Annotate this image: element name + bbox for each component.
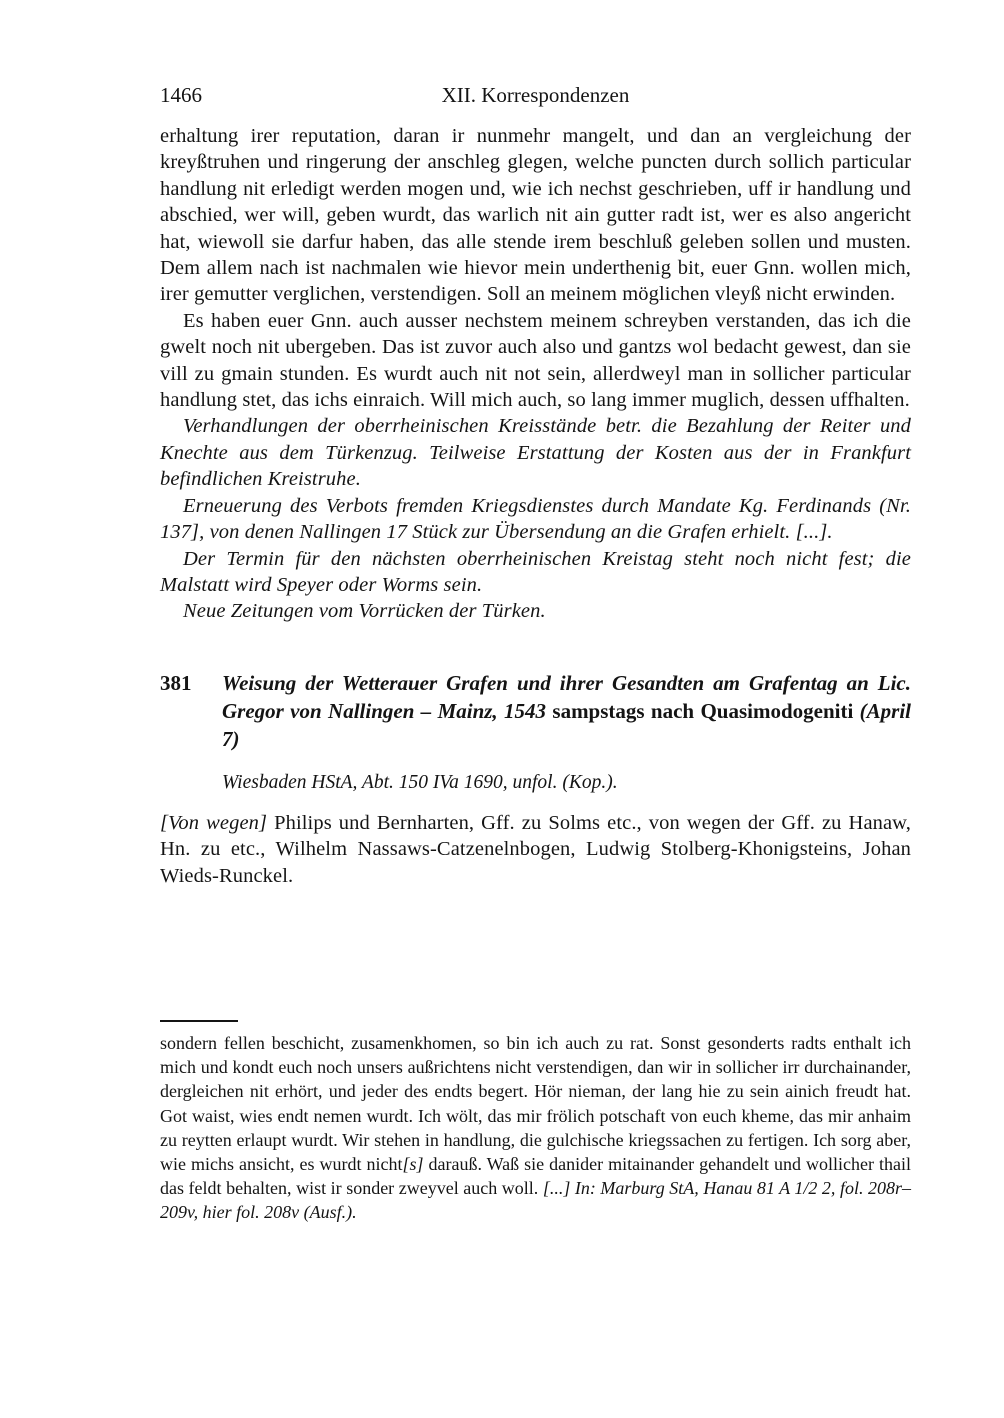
- paragraph: [160, 413, 911, 492]
- text-segment: sampstags nach Quasimodogeniti: [546, 698, 860, 723]
- footnote-text: [160, 1031, 911, 1225]
- text-segment: (April 7): [222, 698, 912, 751]
- text-segment: Weisung der Wetterauer Grafen und ihrer Gesandten am Grafentag an Lic. Gregor von Nallingen – Mainz, 1543: [222, 670, 911, 723]
- paragraphs: [160, 123, 911, 625]
- paragraph: [160, 598, 911, 624]
- text-segment: Erneuerung des Verbots fremden Kriegsdienstes durch Mandate Kg. Ferdinands (Nr. 137], von denen Nallingen 17 Stück zur Übersendung an die Grafen erhielt. [...].: [160, 494, 911, 544]
- text-segment: Es haben euer Gnn. auch ausser nechstem meinem schreyben verstanden, das ich die gwelt noch nit ubergeben. Das ist zuvor auch also und gantzs wol bedacht gewest, dan sie vill zu gmain stunden. Es wurdt auch nit not sein, allerdweyl man in sollicher particular handlung stet, das ichs einraich. Will mich auch, so lang immer muglich, dessen uffhalten.: [160, 309, 911, 412]
- archive-source-line: Wiesbaden HStA, Abt. 150 IVa 1690, unfol. (Kop.).: [222, 771, 618, 793]
- paragraph: [160, 493, 911, 546]
- entry-381: [160, 669, 911, 753]
- paragraph: [160, 546, 911, 599]
- entry-number: 381: [160, 670, 192, 695]
- paragraph: [160, 123, 911, 308]
- footnote-rule: [160, 1020, 238, 1022]
- entry-body-paragraph: [160, 810, 911, 889]
- text-segment: [s]: [402, 1154, 424, 1175]
- text-segment: darauß. Waß sie danider mitainander gehandelt und wollicher thail das feldt behalten, wist ir sonder zweyvel auch woll.: [160, 1154, 912, 1199]
- text-segment: Der Termin für den nächsten oberrheinischen Kreistag steht noch nicht fest; die Malstatt wird Speyer oder Worms sein.: [160, 547, 911, 596]
- entry-heading: [222, 669, 911, 753]
- page-header: [160, 82, 911, 108]
- text-segment: erhaltung irer reputation, daran ir nunmehr mangelt, und dan an vergleichung der kreyßtruhen und ringerung der anschleg glegen, welche puncten durch sollich particular handlung nit erledigt werden mogen und, wie ich nechst geschrieben, uff ir handlung und abschied, wer will, geben wurdt, das warlich nit ain gutter radt ist, wer es also angericht hat, wiewoll sie darfur haben, das alle stende irem beschluß geleben sollen und musten. Dem allem nach ist nachmalen wie hievor mein underthenig bit, euer Gnn. wollen mich, irer gemutter verglichen, verstendigen. Soll an meinem möglichen vleyß nicht erwinden.: [160, 125, 911, 306]
- text-segment: sondern fellen beschicht, zusamenkhomen, so bin ich auch zu rat. Sonst gesonderts radts enthalt ich mich und kondt euch noch unsers außrichtens nicht verstendigen, dan wir in sollicher irr durchainander, dergleichen nit erhört, und jeder des endts begert. Hör nieman, der lang hie zu sein ainich freudt hat. Got waist, wies endt nemen wurdt. Ich wölt, das mir frölich potschaft von euch kheme, das mir anhaim zu reytten erlaupt wurdt. Wir stehen in handlung, die gulchische kriegssachen zu fertigen. Ich sorg aber, wie michs ansicht, es wurdt nicht: [160, 1033, 911, 1175]
- text-segment: Philips und Bernharten, Gff. zu Solms etc., von wegen der Gff. zu Hanaw, Hn. zu etc., Wilhelm Nassaws-Catzenelnbogen, Ludwig Stolberg-Khonigsteins, Johan Wieds-Runckel.: [160, 811, 911, 887]
- paragraph: [160, 308, 911, 414]
- text-segment: [Von wegen]: [160, 811, 268, 834]
- text-segment: Neue Zeitungen vom Vorrücken der Türken.: [183, 600, 546, 623]
- text-segment: Verhandlungen der oberrheinischen Kreisstände betr. die Bezahlung der Reiter und Knechte aus dem Türkenzug. Teilweise Erstattung der Kosten aus der in Frankfurt befindlichen Kreistruhe.: [160, 415, 911, 491]
- running-head: XII. Korrespondenzen: [441, 83, 630, 107]
- text-segment: [...] In: Marburg StA, Hanau 81 A 1/2 2, fol. 208r–209v, hier fol. 208v (Ausf.).: [160, 1178, 911, 1223]
- text-block: [160, 82, 911, 889]
- page-number: 1466: [160, 83, 202, 107]
- footnote-area: [160, 1020, 911, 1225]
